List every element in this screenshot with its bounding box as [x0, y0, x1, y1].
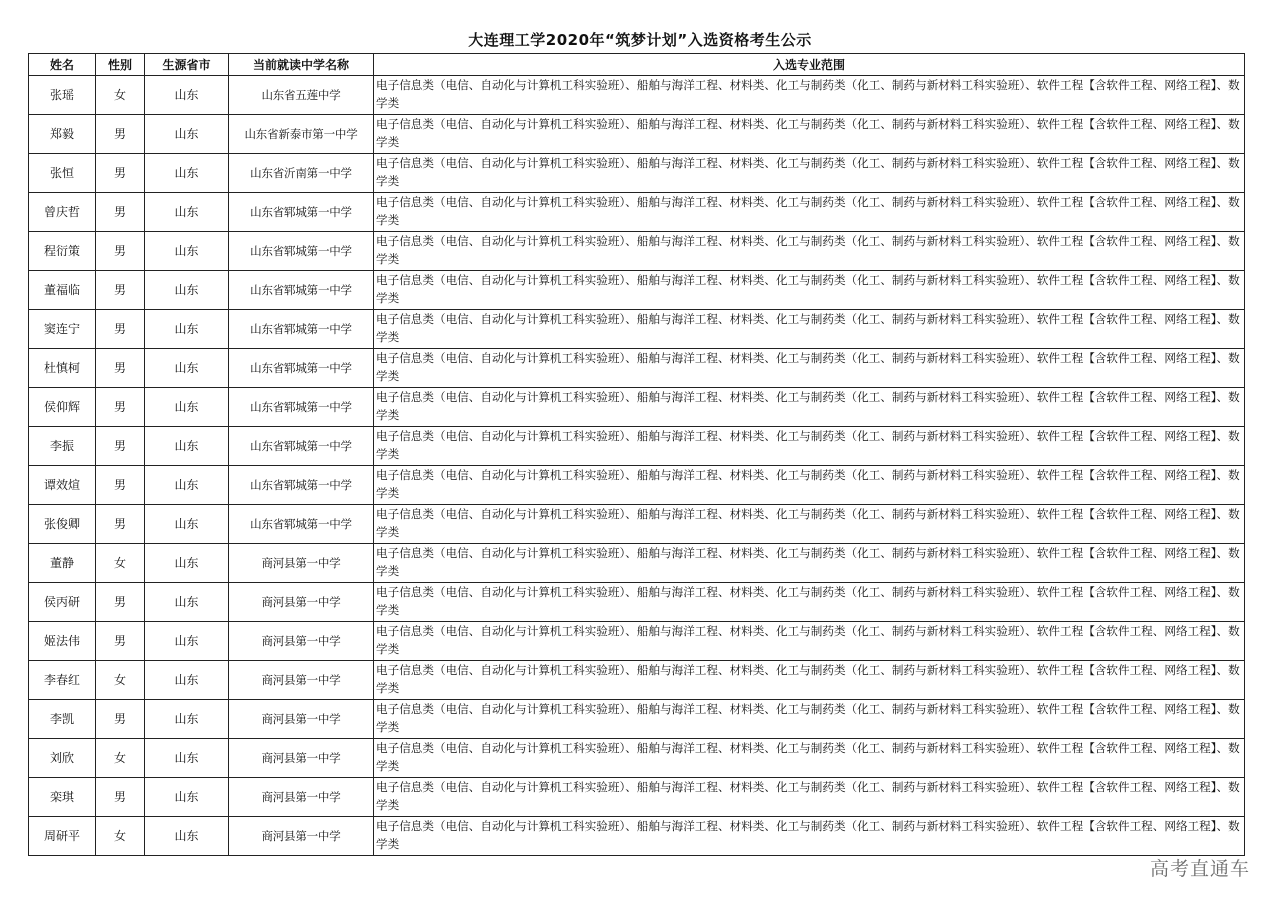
cell-major-scope: 电子信息类（电信、自动化与计算机工科实验班）、船舶与海洋工程、材料类、化工与制药类（化工、制药与新材料工科实验班）、软件工程【含软件工程、网络工程】、数学类 [374, 544, 1245, 583]
table-row [29, 349, 1245, 388]
column-header-gender: 性别 [96, 54, 145, 76]
table-row [29, 193, 1245, 232]
cell-school: 商河县第一中学 [229, 622, 374, 661]
cell-gender: 女 [96, 739, 145, 778]
cell-major-scope: 电子信息类（电信、自动化与计算机工科实验班）、船舶与海洋工程、材料类、化工与制药类（化工、制药与新材料工科实验班）、软件工程【含软件工程、网络工程】、数学类 [374, 76, 1245, 115]
cell-gender: 男 [96, 583, 145, 622]
cell-province: 山东 [145, 271, 229, 310]
cell-province: 山东 [145, 622, 229, 661]
cell-gender: 男 [96, 427, 145, 466]
cell-province: 山东 [145, 76, 229, 115]
cell-name: 李振 [29, 427, 96, 466]
cell-school: 山东省郓城第一中学 [229, 349, 374, 388]
cell-major-scope: 电子信息类（电信、自动化与计算机工科实验班）、船舶与海洋工程、材料类、化工与制药类（化工、制药与新材料工科实验班）、软件工程【含软件工程、网络工程】、数学类 [374, 700, 1245, 739]
cell-school: 商河县第一中学 [229, 778, 374, 817]
table-row [29, 817, 1245, 856]
cell-gender: 女 [96, 817, 145, 856]
table-row [29, 661, 1245, 700]
table-row [29, 739, 1245, 778]
table-row [29, 583, 1245, 622]
cell-name: 刘欣 [29, 739, 96, 778]
cell-name: 侯仰辉 [29, 388, 96, 427]
cell-school: 山东省郓城第一中学 [229, 193, 374, 232]
cell-name: 侯丙研 [29, 583, 96, 622]
cell-major-scope: 电子信息类（电信、自动化与计算机工科实验班）、船舶与海洋工程、材料类、化工与制药类（化工、制药与新材料工科实验班）、软件工程【含软件工程、网络工程】、数学类 [374, 349, 1245, 388]
cell-name: 张瑶 [29, 76, 96, 115]
cell-school: 山东省新泰市第一中学 [229, 115, 374, 154]
cell-major-scope: 电子信息类（电信、自动化与计算机工科实验班）、船舶与海洋工程、材料类、化工与制药类（化工、制药与新材料工科实验班）、软件工程【含软件工程、网络工程】、数学类 [374, 466, 1245, 505]
cell-gender: 男 [96, 388, 145, 427]
table-header [29, 54, 1245, 76]
header-row [29, 54, 1245, 76]
cell-major-scope: 电子信息类（电信、自动化与计算机工科实验班）、船舶与海洋工程、材料类、化工与制药类（化工、制药与新材料工科实验班）、软件工程【含软件工程、网络工程】、数学类 [374, 427, 1245, 466]
cell-school: 山东省郓城第一中学 [229, 505, 374, 544]
cell-name: 曾庆哲 [29, 193, 96, 232]
cell-school: 商河县第一中学 [229, 700, 374, 739]
table-row [29, 544, 1245, 583]
cell-name: 张俊卿 [29, 505, 96, 544]
cell-school: 山东省沂南第一中学 [229, 154, 374, 193]
cell-major-scope: 电子信息类（电信、自动化与计算机工科实验班）、船舶与海洋工程、材料类、化工与制药类（化工、制药与新材料工科实验班）、软件工程【含软件工程、网络工程】、数学类 [374, 154, 1245, 193]
cell-gender: 男 [96, 154, 145, 193]
cell-province: 山东 [145, 505, 229, 544]
cell-school: 山东省郓城第一中学 [229, 310, 374, 349]
cell-gender: 男 [96, 700, 145, 739]
cell-school: 商河县第一中学 [229, 583, 374, 622]
cell-gender: 女 [96, 76, 145, 115]
cell-name: 郑毅 [29, 115, 96, 154]
table-row [29, 622, 1245, 661]
cell-major-scope: 电子信息类（电信、自动化与计算机工科实验班）、船舶与海洋工程、材料类、化工与制药类（化工、制药与新材料工科实验班）、软件工程【含软件工程、网络工程】、数学类 [374, 193, 1245, 232]
table-row [29, 466, 1245, 505]
cell-gender: 男 [96, 349, 145, 388]
cell-school: 山东省郓城第一中学 [229, 388, 374, 427]
cell-school: 山东省郓城第一中学 [229, 466, 374, 505]
cell-province: 山东 [145, 310, 229, 349]
candidate-table [28, 53, 1245, 856]
cell-major-scope: 电子信息类（电信、自动化与计算机工科实验班）、船舶与海洋工程、材料类、化工与制药类（化工、制药与新材料工科实验班）、软件工程【含软件工程、网络工程】、数学类 [374, 739, 1245, 778]
column-header-province: 生源省市 [145, 54, 229, 76]
table-row [29, 700, 1245, 739]
cell-gender: 男 [96, 466, 145, 505]
cell-school: 山东省郓城第一中学 [229, 232, 374, 271]
table-row [29, 505, 1245, 544]
cell-name: 董福临 [29, 271, 96, 310]
column-header-name: 姓名 [29, 54, 96, 76]
cell-major-scope: 电子信息类（电信、自动化与计算机工科实验班）、船舶与海洋工程、材料类、化工与制药类（化工、制药与新材料工科实验班）、软件工程【含软件工程、网络工程】、数学类 [374, 661, 1245, 700]
column-header-major-scope: 入选专业范围 [374, 54, 1245, 76]
cell-school: 商河县第一中学 [229, 739, 374, 778]
cell-name: 杜慎柯 [29, 349, 96, 388]
table-row [29, 388, 1245, 427]
cell-province: 山东 [145, 583, 229, 622]
cell-gender: 男 [96, 115, 145, 154]
table-row [29, 310, 1245, 349]
cell-school: 山东省郓城第一中学 [229, 271, 374, 310]
table-row [29, 271, 1245, 310]
cell-school: 商河县第一中学 [229, 544, 374, 583]
cell-gender: 男 [96, 505, 145, 544]
cell-name: 周研平 [29, 817, 96, 856]
page-title: 大连理工学2020年“筑梦计划”入选资格考生公示 [468, 31, 812, 49]
cell-major-scope: 电子信息类（电信、自动化与计算机工科实验班）、船舶与海洋工程、材料类、化工与制药类（化工、制药与新材料工科实验班）、软件工程【含软件工程、网络工程】、数学类 [374, 115, 1245, 154]
cell-province: 山东 [145, 466, 229, 505]
cell-province: 山东 [145, 115, 229, 154]
cell-name: 程衍策 [29, 232, 96, 271]
cell-province: 山东 [145, 661, 229, 700]
cell-province: 山东 [145, 739, 229, 778]
cell-gender: 男 [96, 778, 145, 817]
cell-major-scope: 电子信息类（电信、自动化与计算机工科实验班）、船舶与海洋工程、材料类、化工与制药类（化工、制药与新材料工科实验班）、软件工程【含软件工程、网络工程】、数学类 [374, 388, 1245, 427]
cell-name: 姬法伟 [29, 622, 96, 661]
cell-province: 山东 [145, 778, 229, 817]
cell-name: 谭效煊 [29, 466, 96, 505]
table-row [29, 232, 1245, 271]
cell-major-scope: 电子信息类（电信、自动化与计算机工科实验班）、船舶与海洋工程、材料类、化工与制药类（化工、制药与新材料工科实验班）、软件工程【含软件工程、网络工程】、数学类 [374, 622, 1245, 661]
cell-name: 李凯 [29, 700, 96, 739]
cell-name: 董静 [29, 544, 96, 583]
cell-province: 山东 [145, 232, 229, 271]
cell-major-scope: 电子信息类（电信、自动化与计算机工科实验班）、船舶与海洋工程、材料类、化工与制药类（化工、制药与新材料工科实验班）、软件工程【含软件工程、网络工程】、数学类 [374, 271, 1245, 310]
cell-province: 山东 [145, 154, 229, 193]
cell-major-scope: 电子信息类（电信、自动化与计算机工科实验班）、船舶与海洋工程、材料类、化工与制药类（化工、制药与新材料工科实验班）、软件工程【含软件工程、网络工程】、数学类 [374, 778, 1245, 817]
cell-province: 山东 [145, 700, 229, 739]
cell-school: 山东省郓城第一中学 [229, 427, 374, 466]
table-row [29, 778, 1245, 817]
watermark-text: 高考直通车 [1149, 858, 1250, 880]
cell-province: 山东 [145, 193, 229, 232]
cell-province: 山东 [145, 544, 229, 583]
table-body [29, 76, 1245, 856]
cell-name: 窦连宁 [29, 310, 96, 349]
table-row [29, 154, 1245, 193]
cell-gender: 男 [96, 232, 145, 271]
cell-gender: 女 [96, 544, 145, 583]
cell-gender: 男 [96, 193, 145, 232]
cell-school: 商河县第一中学 [229, 661, 374, 700]
cell-gender: 男 [96, 271, 145, 310]
cell-school: 山东省五莲中学 [229, 76, 374, 115]
cell-province: 山东 [145, 349, 229, 388]
cell-province: 山东 [145, 817, 229, 856]
cell-school: 商河县第一中学 [229, 817, 374, 856]
column-header-school: 当前就读中学名称 [229, 54, 374, 76]
cell-major-scope: 电子信息类（电信、自动化与计算机工科实验班）、船舶与海洋工程、材料类、化工与制药类（化工、制药与新材料工科实验班）、软件工程【含软件工程、网络工程】、数学类 [374, 232, 1245, 271]
cell-major-scope: 电子信息类（电信、自动化与计算机工科实验班）、船舶与海洋工程、材料类、化工与制药类（化工、制药与新材料工科实验班）、软件工程【含软件工程、网络工程】、数学类 [374, 505, 1245, 544]
cell-name: 栾琪 [29, 778, 96, 817]
cell-major-scope: 电子信息类（电信、自动化与计算机工科实验班）、船舶与海洋工程、材料类、化工与制药类（化工、制药与新材料工科实验班）、软件工程【含软件工程、网络工程】、数学类 [374, 583, 1245, 622]
cell-province: 山东 [145, 427, 229, 466]
table-row [29, 427, 1245, 466]
cell-province: 山东 [145, 388, 229, 427]
cell-gender: 男 [96, 622, 145, 661]
cell-major-scope: 电子信息类（电信、自动化与计算机工科实验班）、船舶与海洋工程、材料类、化工与制药类（化工、制药与新材料工科实验班）、软件工程【含软件工程、网络工程】、数学类 [374, 310, 1245, 349]
cell-gender: 女 [96, 661, 145, 700]
cell-major-scope: 电子信息类（电信、自动化与计算机工科实验班）、船舶与海洋工程、材料类、化工与制药类（化工、制药与新材料工科实验班）、软件工程【含软件工程、网络工程】、数学类 [374, 817, 1245, 856]
table-row [29, 76, 1245, 115]
cell-gender: 男 [96, 310, 145, 349]
cell-name: 李春红 [29, 661, 96, 700]
table-row [29, 115, 1245, 154]
cell-name: 张恒 [29, 154, 96, 193]
